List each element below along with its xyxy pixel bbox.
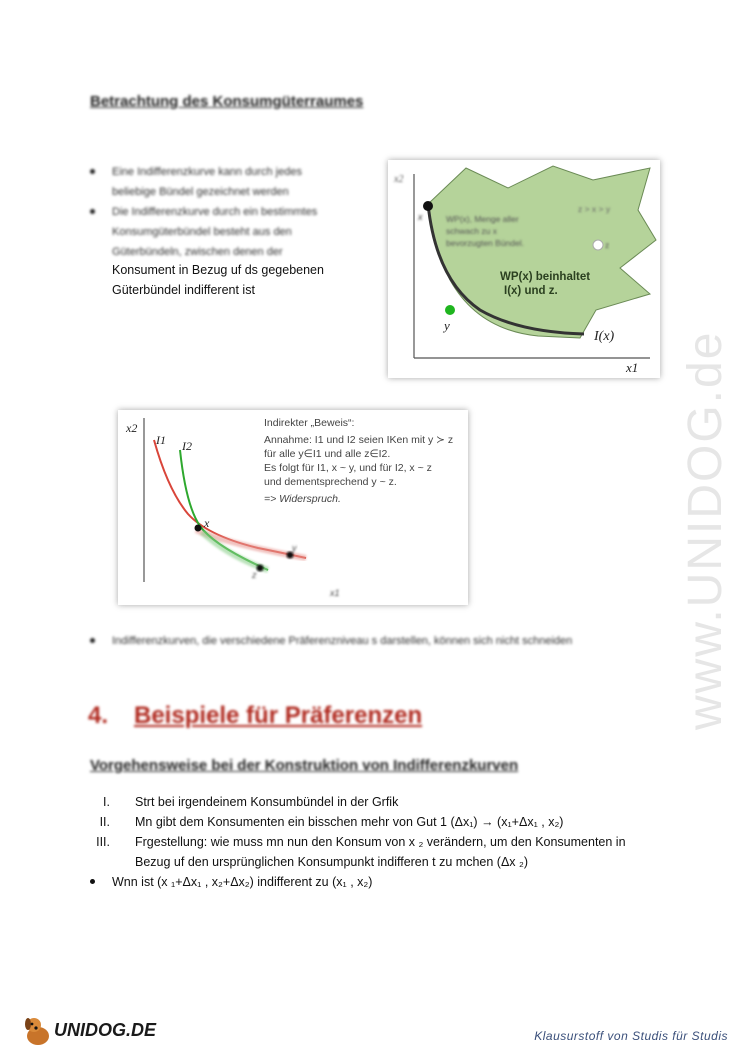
bullet-dot [90, 169, 95, 174]
bullet-item [112, 872, 372, 892]
curve-label: I(x) [594, 329, 615, 344]
axis-label-x: x1 [626, 360, 639, 375]
list-number: II. [99, 815, 110, 829]
axis-label-x: x1 [330, 588, 340, 598]
weakly-preferred-area [428, 166, 656, 338]
label-y: y [444, 318, 450, 333]
bullet-line: Güterbündeln, zwischen denen der [112, 246, 283, 258]
label-z: z [605, 240, 610, 250]
label-y: y [292, 543, 297, 553]
footer-text: Klausurstoff von Studis für Studis [534, 1029, 728, 1043]
section-heading-top: Betrachtung des Konsumgüterraumes [90, 93, 364, 110]
preference-order: z > x > y [578, 204, 611, 214]
figure-main-text: WP(x) beinhaltet [500, 271, 591, 283]
logo [22, 1014, 162, 1048]
bullet-dot [90, 638, 95, 643]
subheading: Vorgehensweise bei der Konstruktion von Indifferenzkurven [90, 757, 519, 774]
list-number: I. [103, 795, 110, 809]
proof-line: Es folgt für I1, x ~ y, und für I2, x ~ z [264, 462, 432, 474]
bullet-dot [90, 879, 95, 884]
label-z: z [252, 570, 257, 580]
figure-crossing-curves [118, 410, 468, 605]
bullet-line: Güterbündel indifferent ist [112, 283, 255, 297]
list-text: Strt bei irgendeinem Konsumbündel in der Grfik [135, 795, 399, 809]
section-number: 4. [88, 702, 109, 729]
figure-preference-set [388, 160, 660, 378]
point-y [445, 305, 455, 315]
bullet-item [112, 631, 572, 651]
label-i2: I2 [182, 439, 192, 453]
point-x [195, 525, 202, 532]
bullet-line: Eine Indifferenzkurve kann durch jedes [112, 166, 302, 178]
axis-label-y: x2 [394, 174, 404, 185]
proof-line: für alle y∈I1 und alle z∈I2. [264, 448, 391, 460]
axis-label-y: x2 [126, 421, 138, 435]
bullet-continuation [112, 260, 324, 300]
note-line: WP(x), Menge aller [446, 214, 519, 224]
figure-preference-set-svg [388, 160, 660, 378]
figure-proof-text [264, 416, 453, 506]
section-title: Beispiele für Präferenzen [134, 702, 423, 729]
proof-line: => Widerspruch. [264, 493, 341, 505]
note-line: bevorzugten Bündel. [446, 238, 524, 248]
point-x [423, 201, 433, 211]
bullet-line: Die Indifferenzkurve durch ein bestimmtes [112, 206, 318, 218]
label-i1: I1 [156, 433, 166, 447]
bullet-line: Konsument in Bezug uf ds gegebenen [112, 263, 324, 277]
dog-icon [22, 1014, 54, 1048]
bullet-dot [90, 209, 95, 214]
proof-line: und dementsprechend y ~ z. [264, 476, 397, 488]
bullet-line: beliebige Bündel gezeichnet werden [112, 186, 289, 198]
bullet-line: Wnn ist (x ₁+Δx₁ , x₂+Δx₂) indifferent zu (x₁ , x₂) [112, 875, 373, 889]
list-text: Bezug uf den ursprünglichen Konsumpunkt indifferen t zu mchen (Δx ₂) [135, 855, 529, 869]
logo-text: UNIDOG.DE [54, 1020, 157, 1040]
point-z [593, 240, 603, 250]
bullet-item [112, 162, 302, 202]
list-text: Mn gibt dem Konsumenten ein bisschen mehr von Gut 1 (Δx₁) → (x₁+Δx₁ , x₂) [135, 815, 564, 829]
bullet-item [112, 202, 317, 262]
list-text: Frgestellung: wie muss mn nun den Konsum von x ₂ verändern, um den Konsumenten in [135, 835, 626, 849]
proof-line: Indirekter „Beweis“: [264, 417, 355, 429]
note-line: schwach zu x [446, 226, 498, 236]
label-x: x [418, 212, 423, 222]
proof-line: Annahme: I1 und I2 seien IKen mit y ≻ z [264, 434, 454, 446]
label-x: x [204, 516, 210, 530]
bullet-line: Konsumgüterbündel besteht aus den [112, 226, 292, 238]
list-number: III. [96, 835, 110, 849]
watermark [668, 270, 732, 730]
figure-main-text: I(x) und z. [504, 285, 558, 297]
bullet-line: Indifferenzkurven, die verschiedene Präferenzniveau s darstellen, können sich nicht schneiden [112, 635, 573, 647]
watermark-text: www.UNIDOG.de [679, 330, 732, 730]
point-z [257, 565, 264, 572]
